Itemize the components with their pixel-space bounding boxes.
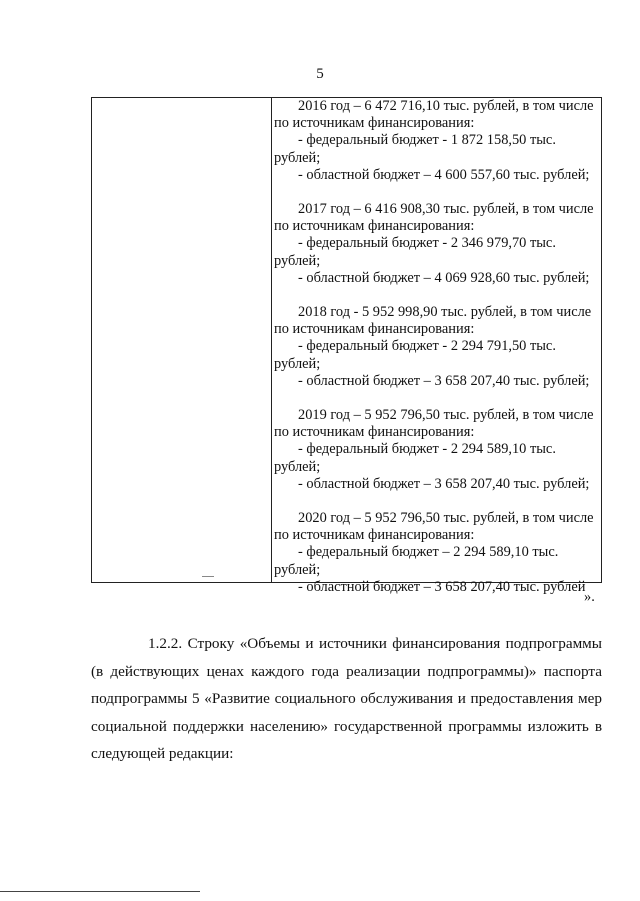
federal-budget-tail: рублей;	[274, 355, 321, 372]
year-block-2019	[274, 407, 602, 493]
year-block-2017	[274, 201, 602, 287]
federal-budget-line: - федеральный бюджет - 2 346 979,70 тыс.	[298, 235, 556, 252]
federal-budget-line: - федеральный бюджет - 2 294 791,50 тыс.	[298, 338, 556, 355]
year-total-line: 2019 год – 5 952 796,50 тыс. рублей, в том числе	[298, 407, 594, 424]
federal-budget-tail: рублей;	[274, 149, 321, 166]
sources-line: по источникам финансирования:	[274, 115, 475, 132]
federal-budget-tail: рублей;	[274, 561, 321, 578]
year-total-line: 2017 год – 6 416 908,30 тыс. рублей, в том числе	[298, 201, 594, 218]
federal-budget-line: - федеральный бюджет – 2 294 589,10 тыс.	[298, 544, 559, 561]
federal-budget-tail: рублей;	[274, 458, 321, 475]
footer-rule	[0, 891, 200, 892]
year-total-line: 2018 год - 5 952 998,90 тыс. рублей, в том числе	[298, 304, 592, 321]
federal-budget-tail: рублей;	[274, 252, 321, 269]
regional-budget-line: - областной бюджет – 3 658 207,40 тыс. рублей;	[298, 372, 590, 389]
funding-cell	[274, 98, 602, 596]
federal-budget-line: - федеральный бюджет - 2 294 589,10 тыс.	[298, 441, 556, 458]
sources-line: по источникам финансирования:	[274, 424, 475, 441]
funding-table	[91, 97, 602, 595]
sources-line: по источникам финансирования:	[274, 321, 475, 338]
regional-budget-line: - областной бюджет – 4 600 557,60 тыс. рублей;	[298, 166, 590, 183]
federal-budget-line: - федеральный бюджет - 1 872 158,50 тыс.	[298, 132, 556, 149]
scan-mark	[202, 576, 214, 577]
year-total-line: 2020 год – 5 952 796,50 тыс. рублей, в том числе	[298, 510, 594, 527]
regional-budget-line: - областной бюджет – 4 069 928,60 тыс. рублей;	[298, 269, 590, 286]
year-block-2020	[274, 510, 602, 596]
closing-quote: ».	[584, 589, 595, 605]
year-block-2018	[274, 304, 602, 390]
sources-line: по источникам финансирования:	[274, 218, 475, 235]
amendment-paragraph: 1.2.2. Строку «Объемы и источники финансирования подпрограммы (в действующих ценах каждого года реализации подпрограммы)» паспорта подпрограммы 5 «Развитие социального обслуживания и предоставления мер социальной поддержки населению» государственной программы изложить в следующей редакции:	[91, 635, 602, 762]
page-number: 5	[316, 66, 324, 82]
year-total-line: 2016 год – 6 472 716,10 тыс. рублей, в том числе	[298, 98, 594, 114]
regional-budget-line: - областной бюджет – 3 658 207,40 тыс. рублей;	[298, 475, 590, 492]
year-block-2016	[274, 98, 602, 184]
column-divider	[271, 98, 272, 582]
regional-budget-line: - областной бюджет – 3 658 207,40 тыс. рублей	[298, 578, 586, 595]
sources-line: по источникам финансирования:	[274, 527, 475, 544]
